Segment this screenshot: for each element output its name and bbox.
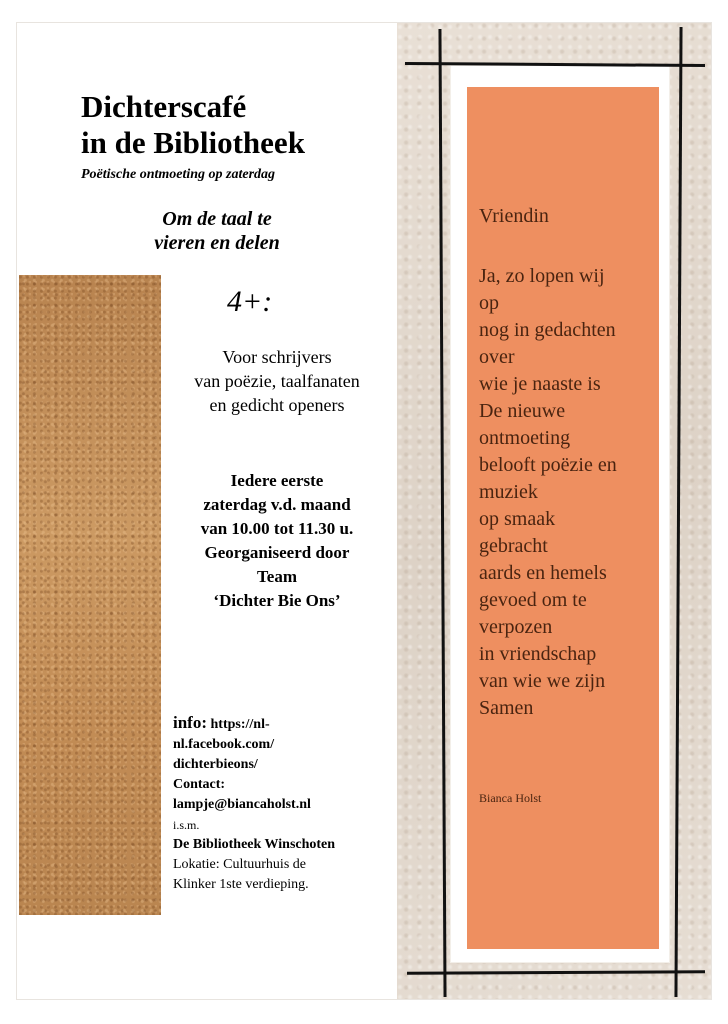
tagline — [117, 207, 317, 255]
schedule-line-2: zaterdag v.d. maand — [203, 495, 351, 514]
poem-line: muziek — [479, 481, 538, 503]
poem-line: De nieuwe — [479, 400, 566, 422]
poem-line: Ja, zo lopen wij — [479, 265, 605, 287]
schedule-line-4: Georganiseerd door — [204, 543, 350, 562]
cork-texture-image — [19, 275, 161, 915]
poem-line: gebracht — [479, 535, 548, 557]
poem-line: nog in gedachten — [479, 319, 616, 341]
facebook-link-part-2[interactable]: nl.facebook.com/ — [173, 737, 275, 752]
poem-text — [479, 263, 663, 722]
audience-line-3: en gedicht openers — [209, 395, 345, 415]
info-label: info: — [173, 713, 207, 732]
audience-text — [177, 345, 377, 417]
audience-line-1: Voor schrijvers — [222, 347, 332, 367]
contact-label: Contact: — [173, 777, 226, 792]
tagline-line-2: vieren en delen — [154, 232, 280, 254]
frame-line-right — [674, 27, 682, 997]
poem-line: op — [479, 292, 499, 314]
subtitle: Poëtische ontmoeting op zaterdag — [81, 167, 276, 182]
poem-line: op smaak — [479, 508, 556, 530]
audience-line-2: van poëzie, taalfanaten — [194, 371, 360, 391]
title-line-2: in de Bibliotheek — [81, 125, 305, 160]
partner-name: De Bibliotheek Winschoten — [173, 837, 336, 852]
facebook-link-part-3[interactable]: dichterbieons/ — [173, 757, 258, 772]
poem-line: van wie we zijn — [479, 670, 606, 692]
schedule-text — [167, 469, 387, 613]
flyer-page — [16, 22, 712, 1000]
ism-label: i.s.m. — [173, 818, 200, 832]
page-title — [81, 89, 305, 161]
info-block — [173, 713, 393, 895]
age-label: 4+: — [227, 285, 273, 318]
poem-line: wie je naaste is — [479, 373, 601, 395]
schedule-line-3: van 10.00 tot 11.30 u. — [200, 519, 354, 538]
poem-title: Vriendin — [479, 205, 549, 227]
facebook-link-part-1[interactable]: https://nl- — [210, 717, 270, 732]
schedule-line-1: Iedere eerste — [230, 471, 324, 490]
frame-line-bottom — [407, 970, 705, 975]
poem-line: ontmoeting — [479, 427, 571, 449]
location-line-1: Lokatie: Cultuurhuis de — [173, 857, 306, 872]
title-line-1: Dichterscafé — [81, 89, 247, 124]
email-link[interactable]: lampje@biancaholst.nl — [173, 797, 311, 812]
poem-line: over — [479, 346, 515, 368]
poem-author: Bianca Holst — [479, 791, 542, 805]
schedule-line-6: ‘Dichter Bie Ons’ — [213, 591, 341, 610]
poem-line: in vriendschap — [479, 643, 597, 665]
poem-line: Samen — [479, 697, 534, 719]
right-panel — [397, 23, 711, 999]
tagline-line-1: Om de taal te — [162, 208, 272, 230]
poem-line: gevoed om te — [479, 589, 587, 611]
left-panel — [17, 23, 397, 999]
poem-line: verpozen — [479, 616, 553, 638]
poem-line: belooft poëzie en — [479, 454, 617, 476]
location-line-2: Klinker 1ste verdieping. — [173, 877, 309, 892]
schedule-line-5: Team — [257, 567, 297, 586]
frame-line-left — [438, 29, 446, 997]
poem-line: aards en hemels — [479, 562, 607, 584]
